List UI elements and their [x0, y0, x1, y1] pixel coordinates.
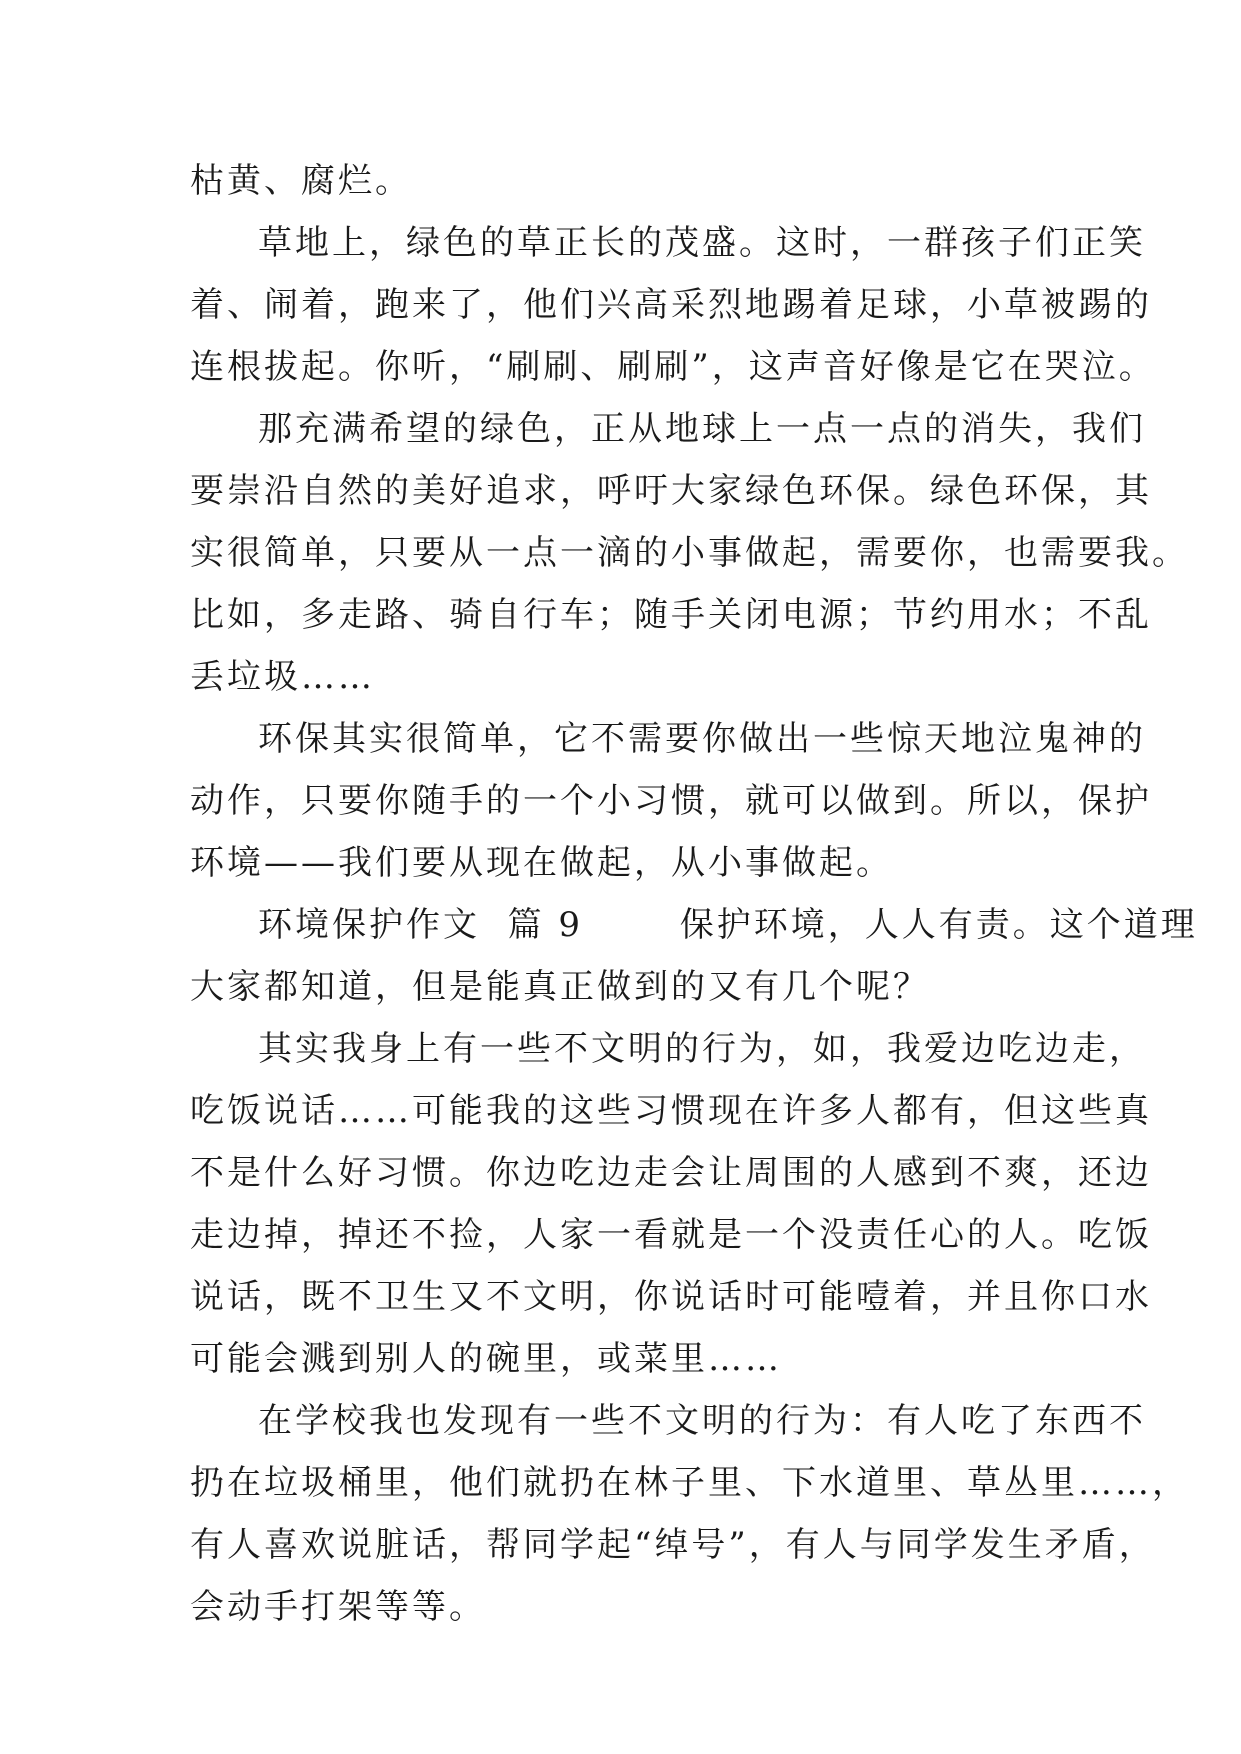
text-line: 不是什么好习惯。你边吃边走会让周围的人感到不爽，还边: [190, 1153, 1152, 1193]
text-line: 枯黄、腐烂。: [190, 161, 412, 201]
text-line: 比如，多走路、骑自行车；随手关闭电源；节约用水；不乱: [190, 595, 1152, 635]
section-heading-line: 环境保护作文 篇 9 保护环境，人人有责。这个道理: [258, 905, 1198, 945]
text-line: 环境——我们要从现在做起，从小事做起。: [190, 843, 893, 883]
text-line: 扔在垃圾桶里，他们就扔在林子里、下水道里、草丛里……，: [190, 1463, 1189, 1503]
paragraph-start-line: 环保其实很简单，它不需要你做出一些惊天地泣鬼神的: [258, 719, 1146, 759]
text-line: 动作，只要你随手的一个小习惯，就可以做到。所以，保护: [190, 781, 1152, 821]
paragraph-start-line: 那充满希望的绿色，正从地球上一点一点的消失，我们: [258, 409, 1146, 449]
text-line: 走边掉，掉还不捡，人家一看就是一个没责任心的人。吃饭: [190, 1215, 1152, 1255]
paragraph-start-line: 草地上，绿色的草正长的茂盛。这时，一群孩子们正笑: [258, 223, 1146, 263]
text-line: 有人喜欢说脏话，帮同学起“绰号”，有人与同学发生矛盾，: [190, 1525, 1156, 1565]
paragraph-start-line: 在学校我也发现有一些不文明的行为：有人吃了东西不: [258, 1401, 1146, 1441]
text-line: 大家都知道，但是能真正做到的又有几个呢？: [190, 967, 930, 1007]
text-line: 丢垃圾……: [190, 657, 375, 697]
text-line: 实很简单，只要从一点一滴的小事做起，需要你，也需要我。: [190, 533, 1189, 573]
text-line: 会动手打架等等。: [190, 1587, 486, 1627]
text-line: 可能会溅到别人的碗里，或菜里……: [190, 1339, 782, 1379]
document-body: [190, 150, 1198, 1638]
text-line: 连根拔起。你听，“刷刷、刷刷”，这声音好像是它在哭泣。: [190, 347, 1156, 387]
text-line: 要崇沿自然的美好追求，呼吁大家绿色环保。绿色环保，其: [190, 471, 1152, 511]
paragraph-start-line: 其实我身上有一些不文明的行为，如，我爱边吃边走，: [258, 1029, 1146, 1069]
text-line: 着、闹着，跑来了，他们兴高采烈地踢着足球，小草被踢的: [190, 285, 1152, 325]
text-line: 说话，既不卫生又不文明，你说话时可能噎着，并且你口水: [190, 1277, 1152, 1317]
text-line: 吃饭说话……可能我的这些习惯现在许多人都有，但这些真: [190, 1091, 1152, 1131]
